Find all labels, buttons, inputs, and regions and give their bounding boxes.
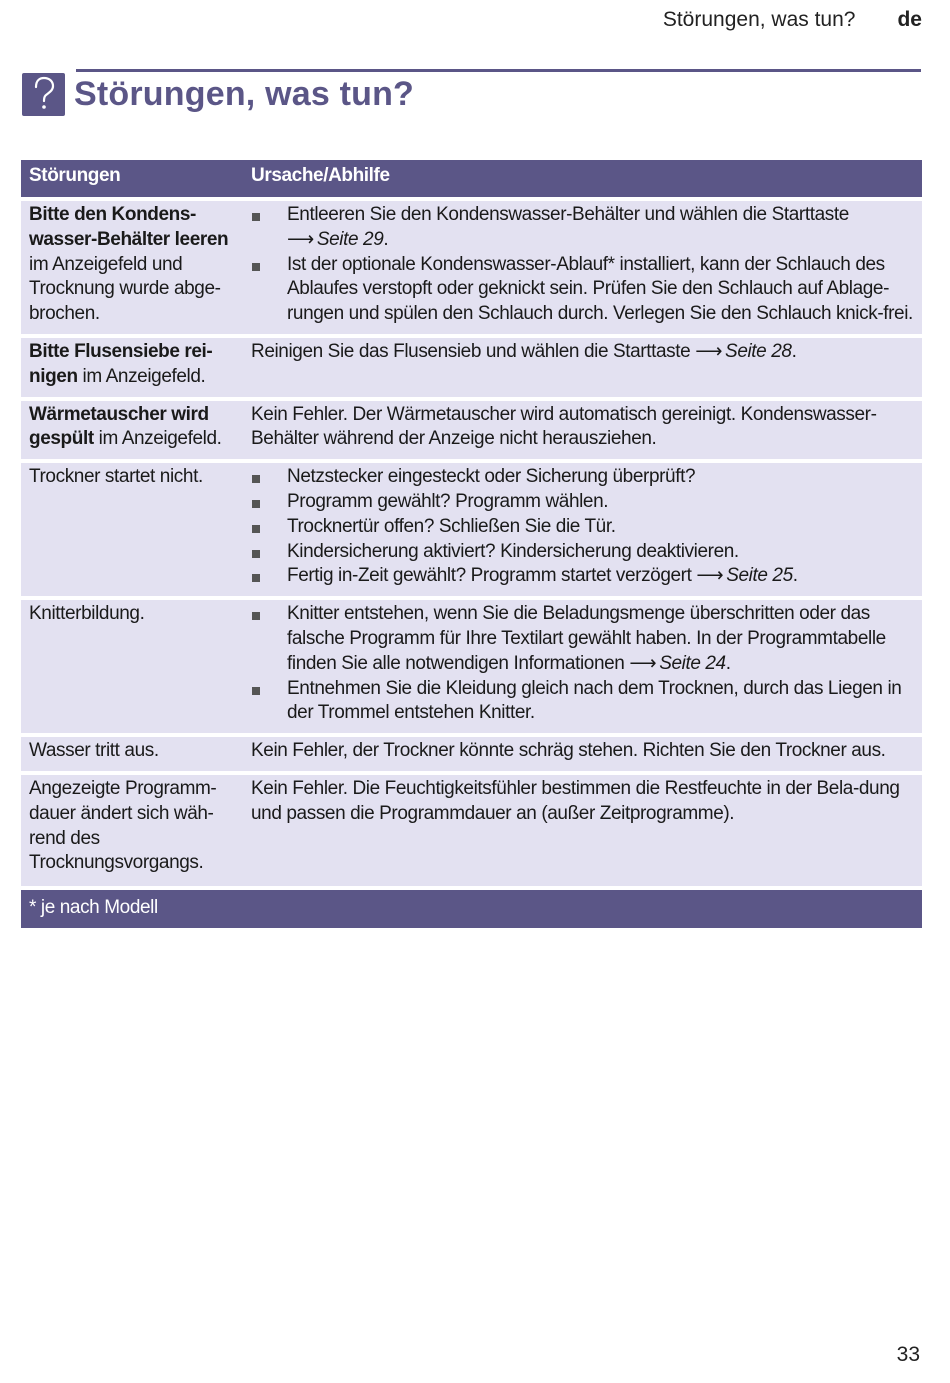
list-item: Programm gewählt? Programm wählen. — [251, 490, 916, 515]
fault-description: im Anzeigefeld. — [93, 428, 222, 450]
fault-cell: Angezeigte Programm-dauer ändert sich wäh-rend des Trocknungsvorgangs. — [21, 775, 243, 886]
list-item — [251, 602, 916, 676]
footnote: * je nach Modell — [21, 890, 922, 928]
arrow-right-icon: ⟶ — [695, 340, 723, 362]
remedy-cell — [243, 201, 922, 334]
header-cause-remedy: Ursache/Abhilfe — [243, 160, 922, 197]
remedy-cell — [243, 463, 922, 596]
page-reference: Seite 24 — [659, 652, 726, 674]
remedy-text: Reinigen Sie das Flusensieb und wählen die Starttaste — [251, 340, 696, 362]
fault-cell — [21, 401, 243, 460]
list-item — [251, 253, 916, 327]
arrow-right-icon: ⟶ — [629, 652, 657, 674]
list-item: Netzstecker eingesteckt oder Sicherung überprüft? — [251, 465, 916, 490]
fault-description: im Anzeigefeld und Trocknung wurde abge-brochen. — [29, 253, 221, 325]
list-item — [251, 564, 916, 589]
remedy-tail: . — [792, 565, 798, 587]
page-reference: Seite 29 — [316, 228, 384, 250]
table-row — [21, 600, 922, 733]
arrow-right-icon: ⟶ — [696, 565, 724, 587]
remedy-text: Fertig in-Zeit gewählt? Programm startet verzögert — [287, 565, 697, 587]
remedy-cell — [243, 338, 922, 397]
remedy-tail: . — [791, 340, 797, 362]
language-code: de — [897, 8, 922, 31]
table-row — [21, 775, 922, 886]
fault-cell: Trockner startet nicht. — [21, 463, 243, 596]
list-item: Trocknertür offen? Schließen Sie die Tür. — [251, 515, 916, 540]
remedy-text: Knitter entstehen, wenn Sie die Beladungsmenge überschritten oder das falsche Programm für Ihre Textilart gewählt haben. In der Programmtabelle finden Sie alle notwendigen Informationen — [287, 603, 886, 674]
table-row — [21, 401, 922, 460]
fault-display-message: Bitte den Kondens-wasser-Behälter leeren — [29, 204, 229, 250]
remedy-list — [251, 602, 916, 726]
page-number: 33 — [896, 1343, 920, 1366]
remedy-list — [251, 203, 916, 327]
remedy-text: Ist der optionale Kondenswasser-Ablauf* installiert, kann der Schlauch des Ablaufes verstopft oder geknickt sein. Prüfen Sie den Schlauch auf Ablage-rungen und spülen den Schlauch durch. Verlegen Sie den Schlauch knick-frei. — [287, 253, 913, 325]
remedy-cell: Kein Fehler. Die Feuchtigkeitsfühler bestimmen die Restfeuchte in der Bela-dung und passen die Programmdauer an (außer Zeitprogramme). — [243, 775, 922, 886]
remedy-cell: Kein Fehler, der Trockner könnte schräg stehen. Richten Sie den Trockner aus. — [243, 737, 922, 771]
fault-cell — [21, 338, 243, 397]
section-heading — [22, 71, 414, 117]
remedy-text: Entleeren Sie den Kondenswasser-Behälter und wählen die Starttaste — [287, 204, 849, 225]
troubleshooting-table — [21, 156, 922, 932]
remedy-tail: . — [725, 652, 731, 674]
running-title: Störungen, was tun? — [662, 8, 856, 31]
list-item — [251, 203, 916, 253]
remedy-tail: . — [383, 228, 389, 250]
remedy-cell: Kein Fehler. Der Wärmetauscher wird automatisch gereinigt. Kondenswasser-Behälter während der Anzeige nicht herausziehen. — [243, 401, 922, 460]
table-header-row — [21, 160, 922, 197]
remedy-cell — [243, 600, 922, 733]
fault-description: im Anzeigefeld. — [77, 365, 206, 387]
running-header — [663, 8, 922, 32]
table-row — [21, 201, 922, 334]
fault-cell — [21, 201, 243, 334]
page-reference: Seite 28 — [725, 340, 792, 362]
table-row — [21, 338, 922, 397]
fault-cell: Knitterbildung. — [21, 600, 243, 733]
page-title: Störungen, was tun? — [74, 74, 415, 113]
question-mark-icon — [22, 73, 65, 116]
table-footer-row — [21, 890, 922, 928]
header-faults: Störungen — [21, 160, 243, 197]
fault-display-message: Wärmetauscher wird gespült — [29, 403, 209, 450]
fault-cell: Wasser tritt aus. — [21, 737, 243, 771]
table-row — [21, 463, 922, 596]
fault-display-message: Bitte Flusensiebe rei-nigen — [29, 340, 213, 387]
list-item: Entnehmen Sie die Kleidung gleich nach dem Trocknen, durch das Liegen in der Trommel entstehen Knitter. — [251, 677, 916, 727]
table-row — [21, 737, 922, 771]
remedy-list — [251, 465, 916, 589]
page-reference: Seite 25 — [726, 565, 793, 587]
list-item: Kindersicherung aktiviert? Kindersicherung deaktivieren. — [251, 540, 916, 565]
arrow-right-icon: ⟶ — [287, 228, 314, 250]
